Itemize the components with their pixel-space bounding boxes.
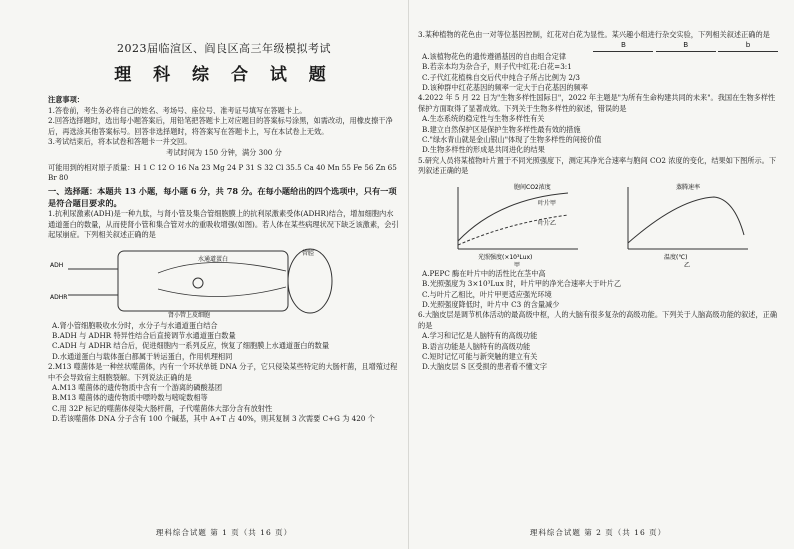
chart-b-xlabel: 温度(℃) (664, 253, 688, 261)
chart-b-caption: 乙 (684, 261, 691, 267)
notice-item: 3.考试结束后，将本试卷和答题卡一并交回。 (48, 137, 192, 147)
atomic-masses: 可能用到的相对原子质量：H 1 C 12 O 16 Na 23 Mg 24 P 31 S 32 Cl 35.5 Ca 40 Mn 55 Fe 56 Zn 65 Br 80 (48, 162, 397, 182)
lumen-shape (288, 249, 332, 313)
vesicle (193, 278, 203, 288)
page-footer: 理科综合试题 第 2 页（共 16 页） (529, 528, 667, 537)
q5-option: D.光照强度降低时，叶片中 C3 的含量减少 (422, 299, 560, 309)
vesicle-path (158, 287, 286, 297)
q5-option: B.光照强度为 3×10³Lux 时，叶片甲的净光合速率大于叶片乙 (422, 279, 622, 289)
q3-option: B.若亲本均为杂合子，则子代中红花:白花=3:1 (422, 62, 572, 72)
fig-label: 管腔 (302, 249, 315, 257)
q3-answer-row (418, 40, 778, 51)
q2-stem: 2.M13 噬菌体是一种丝状噬菌体，内有一个环状单链 DNA 分子，它只侵染某些特定的大肠杆菌，且增殖过程中不会导致宿主细胞裂解。下列说法正确的是 (48, 362, 398, 382)
q3-option: A.该植物花色的遗传遵循基因的自由组合定律 (422, 51, 567, 61)
chart-b-curve (628, 197, 744, 243)
q2-option: D.若该噬菌体 DNA 分子含有 100 个碱基，其中 A+T 占 40%，则其复制 3 次需要 C+G 为 420 个 (52, 414, 375, 424)
q1-option: D.水通道蛋白与载体蛋白都属于转运蛋白，作用机理相同 (52, 351, 233, 361)
chart-a-legend: 叶片甲 (538, 199, 557, 207)
q1-option: C.ADH 与 ADHR 结合后，促进细胞内一系列反应，恢复了细胞膜上水通道蛋白的数量 (52, 341, 330, 351)
q1-option: B.ADH 与 ADHR 特异性结合后直接调节水通道蛋白数量 (52, 331, 236, 340)
q2-option: C.用 32P 标记的噬菌体侵染大肠杆菌，子代噬菌体大部分含有放射性 (52, 403, 273, 413)
q4-option: A.生态系统的稳定性与生物多样性有关 (422, 114, 545, 124)
q5-option: A.PEPC 酶在叶片中的活性比在茎中高 (422, 268, 546, 278)
signal-path (158, 262, 286, 273)
chart-a-caption: 甲 (514, 261, 521, 267)
q3-option: C.子代红花植株自交后代中纯合子所占比例为 2/3 (422, 72, 580, 82)
q6-option: A.学习和记忆是人脑特有的高级功能 (422, 331, 538, 341)
notice-title: 注意事项： (48, 95, 84, 104)
notice-item: 2.回答选择题时，选出每小题答案后，用铅笔把答题卡上对应题目的答案标号涂黑，如需改动，用橡皮擦干净后，再选涂其他答案标号。回答非选择题时，将答案写在答题卡上，写在本试卷上无效。 (48, 116, 393, 136)
chart-b-title: 蒸腾速率 (676, 183, 701, 191)
q3-option: D.该种群中红花基因的频率一定大于白花基因的频率 (422, 83, 588, 93)
fig-label: ADHR (50, 293, 68, 301)
left-page (48, 6, 400, 542)
part1-title: 一、选择题：本题共 13 小题，每小题 6 分，共 78 分。在每小题给出的四个选项中，只有一项是符合题目要求的。 (48, 186, 397, 208)
notice-section (48, 95, 400, 159)
q1-stem: 1.抗利尿激素(ADH)是一种九肽，与肾小管及集合管细胞膜上的抗利尿激素受体(ADHR)结合，增加细胞内水通道蛋白的数量，从而使肾小管和集合管对水的重吸收增强(如图)。若人体在某些病理状况下缺乏该激素，会引起尿崩症。下列相关叙述正确的是 (48, 209, 399, 240)
q6-stem: 6.大脑皮层是调节机体活动的最高级中枢，人的大脑有很多复杂的高级功能。下列关于人脑高级功能的叙述，正确的是 (418, 310, 778, 330)
q3-answer: B (593, 40, 653, 51)
chart-a (458, 183, 578, 267)
time-line: 考试时间为 150 分钟，满分 300 分 (166, 147, 282, 157)
q4-stem: 4.2022 年 5 月 22 日为"生物多样性国际日"，2022 年主题是"为所有生命构建共同的未来"。我国在生物多样性保护方面取得了显著成效。下列关于生物多样性的叙述，错误的是 (418, 93, 776, 113)
right-page (418, 6, 778, 542)
q2-option: B.M13 噬菌体的遗传物质中嘌呤数与嘧啶数相等 (52, 393, 208, 403)
page-divider (408, 0, 409, 549)
fig-label: ADH (50, 261, 64, 269)
q6-option: D.大脑皮层 S 区受损的患者看不懂文字 (422, 362, 548, 372)
notice-item: 1.答卷前，考生务必将自己的姓名、考场号、座位号、准考证号填写在答题卡上。 (48, 105, 307, 115)
q3-stem: 3.某种植物的花色由一对等位基因控制，红花对白花为显性。某兴趣小组进行杂交实验，下列相关叙述正确的是 (418, 30, 770, 39)
page-footer: 理科综合试题 第 1 页（共 16 页） (155, 528, 293, 537)
q4-option: C."绿水青山就是金山银山"体现了生物多样性的间接价值 (422, 135, 602, 145)
chart-a-xlabel: 光照强度(×10³Lux) (478, 253, 533, 261)
q4-option: D.生物多样性的形成是共同进化的结果 (422, 145, 545, 155)
fig-label: 水通道蛋白 (198, 255, 229, 263)
chart-a-title: 胞间CO2浓度 (514, 183, 551, 191)
q2-option: A.M13 噬菌体的遗传物质中含有一个游离的磷酸基团 (52, 383, 223, 393)
exam-header: 2023届临渲区、阎良区高三年级模拟考试 (117, 42, 331, 55)
q1-figure (48, 243, 400, 319)
chart-b (628, 183, 748, 267)
fig-label: 肾小管上皮细胞 (168, 311, 211, 319)
q3-answer: b (718, 40, 778, 51)
q5-option: C.与叶片乙相比，叶片甲更适应强光环境 (422, 289, 552, 299)
q6-option: B.语言功能是人脑特有的高级功能 (422, 341, 531, 351)
q4-option: B.建立自然保护区是保护生物多样性最有效的措施 (422, 124, 581, 134)
chart-a-legend: 叶片乙 (538, 219, 557, 227)
q5-charts (418, 179, 778, 267)
q5-stem: 5.研究人员将某植物叶片置于不同光照强度下，测定其净光合速率与胞间 CO2 浓度的变化，结果如下图所示。下列叙述正确的是 (418, 155, 777, 176)
q3-answer: B (656, 40, 716, 51)
q1-option: A.肾小管细胞吸收水分时，水分子与水通道蛋白结合 (52, 320, 218, 330)
q6-option: C.短时记忆可能与新突触的建立有关 (422, 351, 538, 361)
exam-title: 理 科 综 合 试 题 (114, 65, 334, 85)
